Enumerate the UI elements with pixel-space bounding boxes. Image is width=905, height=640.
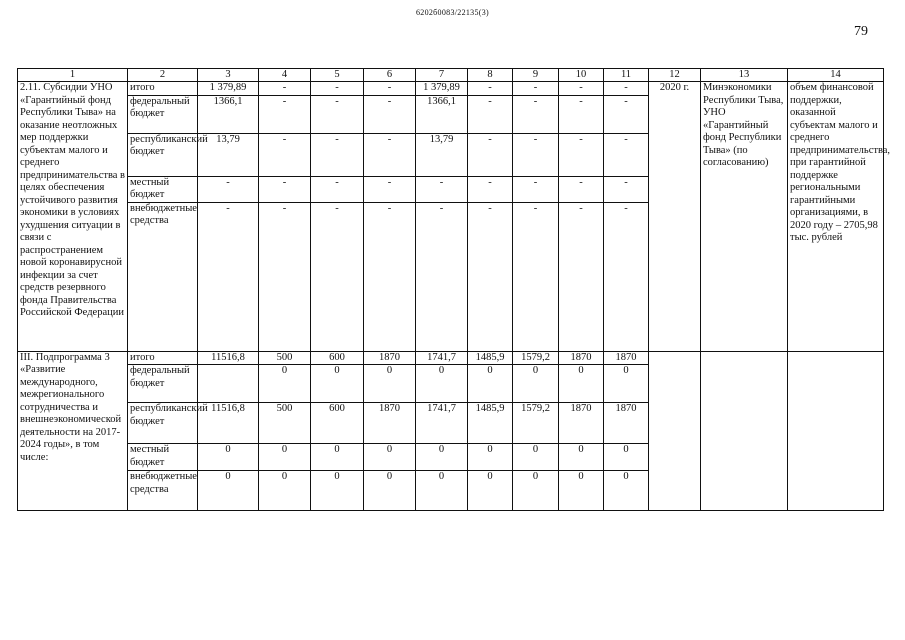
value-cell: - (364, 202, 416, 351)
value-cell: 0 (364, 365, 416, 403)
value-cell: 0 (416, 365, 468, 403)
funding-source: итого (128, 351, 198, 365)
value-cell: 500 (259, 403, 311, 444)
value-cell: 1579,2 (513, 403, 559, 444)
table-row (18, 82, 884, 96)
value-cell: - (311, 82, 364, 96)
value-cell: - (604, 82, 649, 96)
value-cell: - (311, 95, 364, 133)
value-cell: 0 (468, 471, 513, 511)
value-cell: - (513, 82, 559, 96)
col-header: 10 (559, 69, 604, 82)
value-cell: - (198, 202, 259, 351)
value-cell: 1366,1 (198, 95, 259, 133)
value-cell: - (559, 82, 604, 96)
value-cell: 0 (311, 365, 364, 403)
value-cell: 1485,9 (468, 351, 513, 365)
value-cell: 0 (559, 365, 604, 403)
value-cell: 1870 (364, 403, 416, 444)
executor: Минэкономики Республики Тыва, УНО «Гарантийный фонд Республики Тыва» (по согласованию) (701, 82, 788, 352)
value-cell: - (559, 176, 604, 202)
value-cell: - (604, 95, 649, 133)
col-header: 8 (468, 69, 513, 82)
value-cell: 13,79 (198, 133, 259, 176)
value-cell: 1870 (559, 403, 604, 444)
value-cell: - (364, 95, 416, 133)
funding-source: федеральный бюджет (128, 365, 198, 403)
value-cell: - (364, 176, 416, 202)
value-cell: - (604, 176, 649, 202)
value-cell: 1579,2 (513, 351, 559, 365)
page-number: 79 (854, 24, 868, 39)
document-number: 6202б0083/22135(3) (415, 8, 490, 17)
value-cell: 600 (311, 351, 364, 365)
value-cell: 1870 (604, 403, 649, 444)
value-cell: - (259, 202, 311, 351)
empty-cell (788, 351, 884, 511)
value-cell: - (513, 95, 559, 133)
value-cell: - (513, 176, 559, 202)
expected-result: объем финансовой поддержки, оказанной субъектам малого и среднего предпринимательства, при гарантийной поддержке региональными гарантийными организациями, в 2020 году – 2705,98 тыс. рублей (788, 82, 884, 352)
value-cell: 1366,1 (416, 95, 468, 133)
value-cell: 0 (468, 365, 513, 403)
empty-cell (649, 351, 701, 511)
funding-source: федеральный бюджет (128, 95, 198, 133)
value-cell: 500 (259, 351, 311, 365)
funding-source: республиканский бюджет (128, 403, 198, 444)
value-cell: - (468, 176, 513, 202)
value-cell: - (259, 82, 311, 96)
col-header: 1 (18, 69, 128, 82)
value-cell: 11516,8 (198, 351, 259, 365)
value-cell: - (416, 176, 468, 202)
value-cell: - (198, 176, 259, 202)
value-cell: 0 (198, 444, 259, 471)
col-header: 2 (128, 69, 198, 82)
value-cell: - (311, 202, 364, 351)
value-cell: - (468, 82, 513, 96)
value-cell: 0 (559, 471, 604, 511)
value-cell: - (604, 202, 649, 351)
value-cell: 600 (311, 403, 364, 444)
value-cell: - (416, 202, 468, 351)
col-header: 7 (416, 69, 468, 82)
value-cell: 1485,9 (468, 403, 513, 444)
col-header: 5 (311, 69, 364, 82)
value-cell: 1870 (559, 351, 604, 365)
value-cell: 0 (198, 471, 259, 511)
value-cell: - (559, 202, 604, 351)
value-cell: - (259, 133, 311, 176)
value-cell: - (468, 95, 513, 133)
funding-source: итого (128, 82, 198, 96)
value-cell: 0 (416, 471, 468, 511)
implementation-term: 2020 г. (649, 82, 701, 352)
empty-cell (701, 351, 788, 511)
value-cell: - (364, 133, 416, 176)
value-cell: - (559, 133, 604, 176)
value-cell: - (311, 176, 364, 202)
value-cell: 0 (364, 444, 416, 471)
value-cell: 0 (364, 471, 416, 511)
value-cell: 0 (604, 365, 649, 403)
table-row (18, 351, 884, 365)
col-header: 14 (788, 69, 884, 82)
value-cell: 13,79 (416, 133, 468, 176)
funding-source: местный бюджет (128, 444, 198, 471)
value-cell: 0 (259, 471, 311, 511)
value-cell: - (311, 133, 364, 176)
value-cell: 1741,7 (416, 351, 468, 365)
value-cell: 0 (559, 444, 604, 471)
value-cell: - (559, 95, 604, 133)
value-cell: 1 379,89 (416, 82, 468, 96)
value-cell: - (513, 133, 559, 176)
funding-source: внебюджетные средства (128, 471, 198, 511)
value-cell: 0 (259, 365, 311, 403)
value-cell: 0 (468, 444, 513, 471)
value-cell: 0 (604, 471, 649, 511)
col-header: 11 (604, 69, 649, 82)
value-cell (198, 365, 259, 403)
funding-source: местный бюджет (128, 176, 198, 202)
value-cell: - (259, 95, 311, 133)
value-cell: 1 379,89 (198, 82, 259, 96)
value-cell: 0 (513, 444, 559, 471)
value-cell: - (468, 133, 513, 176)
col-header: 13 (701, 69, 788, 82)
col-header: 6 (364, 69, 416, 82)
value-cell: 0 (604, 444, 649, 471)
funding-source: республиканский бюджет (128, 133, 198, 176)
value-cell: - (259, 176, 311, 202)
value-cell: 1870 (364, 351, 416, 365)
value-cell: - (604, 133, 649, 176)
value-cell: 1741,7 (416, 403, 468, 444)
value-cell: 0 (513, 365, 559, 403)
col-header: 4 (259, 69, 311, 82)
value-cell: 0 (259, 444, 311, 471)
col-header: 3 (198, 69, 259, 82)
value-cell: 0 (416, 444, 468, 471)
subprogram-name: III. Подпрограмма 3 «Развитие международного, межрегионального сотрудничества и внешнеэкономической деятельности на 2017-2024 годы», в том числе: (18, 351, 128, 511)
value-cell: 0 (513, 471, 559, 511)
funding-source: внебюджетные средства (128, 202, 198, 351)
column-number-row (18, 69, 884, 82)
value-cell: - (513, 202, 559, 351)
value-cell: 0 (311, 444, 364, 471)
activity-name: 2.11. Субсидии УНО «Гарантийный фонд Республики Тыва» на оказание неотложных мер поддержки субъектам малого и среднего предпринимательства в целях обеспечения устойчивого развития экономики в условиях ухудшения ситуации в связи с распространением новой коронавирусной инфекции за счет средств резервного фонда Правительства Российской Федерации (18, 82, 128, 352)
value-cell: - (468, 202, 513, 351)
value-cell: 1870 (604, 351, 649, 365)
value-cell: 0 (311, 471, 364, 511)
value-cell: 11516,8 (198, 403, 259, 444)
program-table (17, 68, 891, 511)
col-header: 9 (513, 69, 559, 82)
col-header: 12 (649, 69, 701, 82)
value-cell: - (364, 82, 416, 96)
